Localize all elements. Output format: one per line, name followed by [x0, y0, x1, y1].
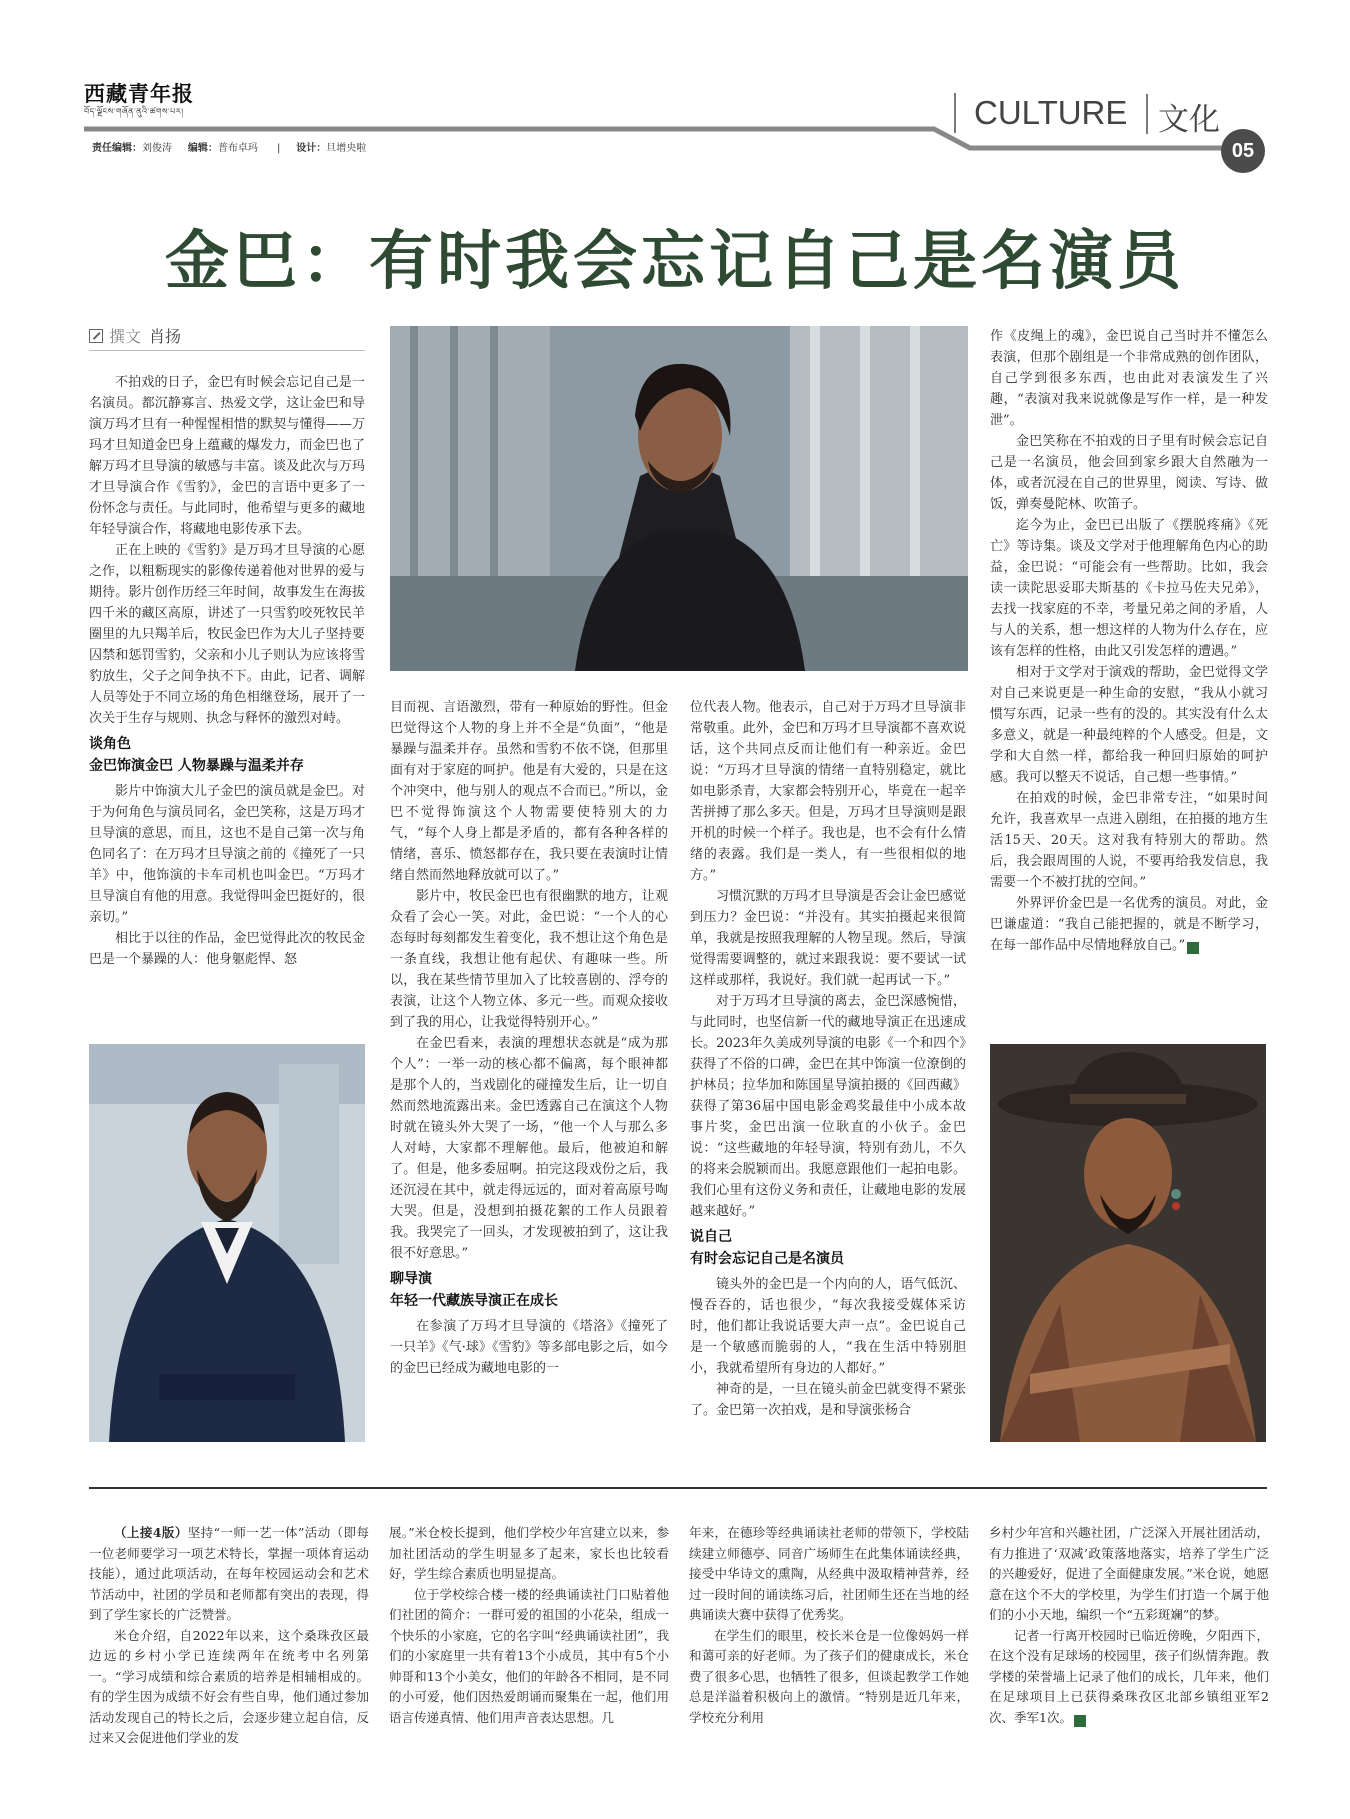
article-headline: 金巴：有时我会忘记自己是名演员: [165, 225, 1185, 299]
bottom-column-2: [389, 1523, 669, 1753]
bottom-column-3: [689, 1523, 969, 1753]
paragraph: 镜头外的金巴是一个内向的人，语气低沉、慢吞吞的，话也很少，“每次我接受媒体采访时，他们都让我说话要大声一点”。金巴说自己是一个敏感而脆弱的人，“我在生活中特别胆小，我就希望所有身边的人都好。”: [690, 1277, 966, 1376]
paragraph: 迄今为止，金巴已出版了《摆脱疼痛》《死亡》等诗集。谈及文学对于他理解角色内心的助益，金巴说：“可能会有一些帮助。比如，我会读一读陀思妥耶夫斯基的《卡拉马佐夫兄弟》，去找一找家庭的不幸，考量兄弟之间的矛盾，人与人的关系，想一想这样的人物为什么存在，应该有怎样的性格，由此又引发怎样的遭遇。”: [990, 518, 1268, 659]
edit-icon: [89, 329, 103, 343]
article-column-2: [390, 697, 668, 1442]
bottom-column-4: [989, 1523, 1269, 1753]
paragraph: 外界评价金巴是一名优秀的演员。对此，金巴谦虚道：“我自己能把握的，就是不断学习，在每一部作品中尽情地释放自己。” 青: [990, 896, 1268, 953]
paragraph: 年来，在德珍等经典诵读社老师的带领下，学校陆续建立师德亭、同音广场师生在此集体诵读经典，接受中华诗文的熏陶，从经典中汲取精神营养，经过一段时间的诵读练习后，社团师生还在当地的经典诵读大赛中获得了优秀奖。: [689, 1525, 969, 1622]
paragraph: 乡村少年宫和兴趣社团，广泛深入开展社团活动，有力推进了‘双减’政策落地落实，培养了学生广泛的兴趣爱好，促进了全面健康发展。”米仓说，她愿意在这个不大的学校里，为学生们打造一个属于他们的小小天地，编织一个“五彩斑斓”的梦。: [989, 1525, 1269, 1622]
paragraph: 影片中，牧民金巴也有很幽默的地方，让观众看了会心一笑。对此，金巴说：“一个人的心态每时每刻都发生着变化，我不想让这个角色是一条直线，我想让他有起伏、有趣味一些。所以，我在某些情节里加入了比较喜剧的、浮夸的表演，让这个人物立体、多元一些。而观众接收到了我的用心，让我觉得特别开心。”: [390, 889, 668, 1030]
paragraph: 相比于以往的作品，金巴觉得此次的牧民金巴是一个暴躁的人：他身躯彪悍、怒: [89, 931, 365, 967]
paragraph: 位代表人物。他表示，自己对于万玛才旦导演非常敬重。此外，金巴和万玛才旦导演都不喜欢说话，这个共同点反而让他们有一种亲近。金巴说：“万玛才旦导演的情绪一直特别稳定，就比如电影杀青，大家都会特别开心，毕竟在一起辛苦拼搏了那么多天。但是，万玛才旦导演则是跟开机的时候一个样子。我也是，也不会有什么情绪的表露。我们是一类人，有一些很相似的地方。”: [690, 700, 966, 883]
section-divider-left: [954, 93, 956, 133]
bottom-column-1: [89, 1523, 369, 1753]
section-heading: 谈角色: [89, 736, 131, 752]
paragraph: 神奇的是，一旦在镜头前金巴就变得不紧张了。金巴第一次拍戏，是和导演张杨合: [690, 1382, 966, 1418]
paragraph: 金巴笑称在不拍戏的日子里有时候会忘记自己是一名演员，他会回到家乡跟大自然融为一体，或者沉浸在自己的世界里，阅读、写诗、做饭，弹奏曼陀林、吹笛子。: [990, 434, 1268, 512]
paragraph: 正在上映的《雪豹》是万玛才旦导演的心愿之作，以粗粝现实的影像传递着他对世界的爱与期待。影片创作历经三年时间，故事发生在海拔四千米的藏区高原，讲述了一只雪豹咬死牧民羊圈里的九只羯羊后，牧民金巴作为大儿子坚持要囚禁和惩罚雪豹，父亲和小儿子则认为应该将雪豹放生，父子之间争执不下。由此，记者、调解人员等处于不同立场的角色相继登场，展开了一次关于生存与规则、执念与释怀的激烈对峙。: [89, 543, 365, 726]
credits-separator: |: [276, 143, 281, 154]
section-subheading: 有时会忘记自己是名演员: [690, 1251, 844, 1267]
newspaper-name-tibetan: བོད་ལྗོངས་གཞོན་ནུའི་ཚགས་པར།: [84, 107, 184, 116]
end-mark-icon: 青: [1074, 1715, 1086, 1727]
section-subheading: 金巴饰演金巴 人物暴躁与温柔并存: [89, 758, 304, 774]
design-label: 设计：: [296, 143, 327, 154]
portrait-photo-main: [390, 326, 968, 671]
byline-role: 撰文: [109, 327, 142, 346]
paragraph: 位于学校综合楼一楼的经典诵读社门口贴着他们社团的简介：一群可爱的祖国的小花朵，组成一个快乐的小家庭，它的名字叫“经典诵读社团”，我们的小家庭里一共有着13个小成员，其中有5个小帅哥和13个小美女，他们的年龄各不相同，是不同的小可爱，他们因热爱朗诵而聚集在一起，他们用语言传递真情、他们用声音表达思想。几: [389, 1586, 669, 1725]
section-divider: [1146, 94, 1148, 134]
section-heading: 说自己: [690, 1229, 732, 1245]
editor2-name: 普布卓玛: [217, 143, 258, 154]
continued-label: （上接4版）: [114, 1525, 188, 1540]
paragraph: 不拍戏的日子，金巴有时候会忘记自己是一名演员。都沉静寡言、热爱文学，这让金巴和导演万玛才旦有一种惺惺相惜的默契与懂得——万玛才旦知道金巴身上蕴藏的爆发力，而金巴也了解万玛才旦导演的敏感与丰富。谈及此次与万玛才旦导演合作《雪豹》，金巴的言语中更多了一份怀念与责任。与此同时，他希望与更多的藏地年轻导演合作，将藏地电影传承下去。: [89, 375, 365, 537]
paragraph: （上接4版）坚持“一师一艺一体”活动（即每一位老师要学习一项艺术特长，掌握一项体育运动技能），通过此项活动，在每年校园运动会和艺术节活动中，社团的学员和老师都有突出的表现，得到了学生家长的广泛赞誉。: [89, 1525, 369, 1622]
end-mark-icon: 青: [1187, 942, 1199, 954]
byline-author: 肖扬: [149, 327, 182, 346]
page-number-badge: 05: [1221, 129, 1265, 173]
section-english: CULTURE: [974, 94, 1128, 131]
paragraph: 作《皮绳上的魂》，金巴说自己当时并不懂怎么表演，但那个剧组是一个非常成熟的创作团队，自己学到很多东西，也由此对表演发生了兴趣，“表演对我来说就像是写作一样，是一种发泄”。: [990, 329, 1268, 428]
editor-label: 责任编辑：: [92, 143, 142, 154]
film-still-hat: [990, 1044, 1266, 1442]
section-heading: 聊导演: [390, 1271, 432, 1287]
paragraph: 目而视、言语激烈，带有一种原始的野性。但金巴觉得这个人物的身上并不全是“负面”，“他是暴躁与温柔并存。虽然和雪豹不依不饶，但那里面有对于家庭的呵护。他是有大爱的，只是在这个冲突中，他与别人的观点不合而已。”所以，金巴不觉得饰演这个人物需要使特别大的力气，“每个人身上都是矛盾的，都有各种各样的情绪，喜乐、愤怒都存在，我只要在表演时让情绪自然而然地释放就可以了。”: [390, 700, 668, 883]
paragraph: 展。”米仓校长提到，他们学校少年宫建立以来，参加社团活动的学生明显多了起来，家长也比较看好，学生综合素质也明显提高。: [389, 1525, 669, 1581]
byline: [89, 324, 181, 347]
paragraph: 习惯沉默的万玛才旦导演是否会让金巴感觉到压力？金巴说：“并没有。其实拍摄起来很简单，我就是按照我理解的人物呈现。然后，导演觉得需要调整的，就过来跟我说：要不要试一试这样或那样，我说好。我们就一起再试一下。”: [690, 889, 966, 988]
credits-line: [92, 139, 366, 154]
paragraph: 在学生们的眼里，校长米仓是一位像妈妈一样和蔼可亲的好老师。为了孩子们的健康成长，米仓费了很多心思，也牺牲了很多，但谈起教学工作她总是洋溢着积极向上的激情。“特别是近几年来，学校充分利用: [689, 1627, 969, 1725]
paragraph: 在拍戏的时候，金巴非常专注，“如果时间允许，我喜欢早一点进入剧组，在拍摄的地方生活15天、20天。这对我有特别大的帮助。然后，我会跟周围的人说，不要再给我发信息，我需要一个不被打扰的空间。”: [990, 791, 1268, 890]
section-subheading: 年轻一代藏族导演正在成长: [390, 1293, 558, 1309]
newspaper-name: 西藏青年报: [84, 81, 194, 106]
paragraph: 在参演了万玛才旦导演的《塔洛》《撞死了一只羊》《气·球》《雪豹》等多部电影之后，如今的金巴已经成为藏地电影的一: [390, 1319, 668, 1376]
paragraph: 相对于文学对于演戏的帮助，金巴觉得文学对自己来说更是一种生命的安慰，“我从小就习惯写东西，记录一些有的没的。其实没有什么太多意义，就是一种最纯粹的个人感受。但是，文学和大自然一样，都给我一种回归原始的呵护感。我可以整天不说话，自己想一些事情。”: [990, 665, 1268, 785]
article-column-4: [990, 326, 1268, 1020]
article-column-1: [89, 372, 365, 1040]
paragraph: 对于万玛才旦导演的离去，金巴深感惋惜，与此同时，也坚信新一代的藏地导演正在迅速成长。2023年久美成列导演的电影《一个和四个》获得了不俗的口碑，金巴在其中饰演一位潦倒的护林员；拉华加和陈国星导演拍摄的《回西藏》获得了第36届中国电影金鸡奖最佳中小成本故事片奖，金巴出演一位耿直的小伙子。金巴说：“这些藏地的年轻导演，特别有劲儿，不久的将来会脱颖而出。我愿意跟他们一起拍电影。我们心里有这份义务和责任，让藏地电影的发展越来越好。”: [690, 994, 966, 1219]
article-column-3: [690, 697, 966, 1442]
editor-name: 刘俊涛: [142, 143, 172, 154]
paragraph: 记者一行离开校园时已临近傍晚，夕阳西下，在这个没有足球场的校园里，孩子们纵情奔跑。教学楼的荣誉墙上记录了他们的成长，几年来，他们在足球项目上已获得桑珠孜区北部乡镇组亚军2次、季军1次。 青: [989, 1627, 1269, 1726]
design-name: 旦增央啦: [326, 143, 367, 154]
section-chinese: 文化: [1158, 102, 1220, 138]
article-separator: [89, 1487, 1267, 1489]
event-photo-suit: [89, 1044, 365, 1442]
paragraph: 影片中饰演大儿子金巴的演员就是金巴。对于为何角色与演员同名，金巴笑称，这是万玛才旦导演的意思，而且，这也不是自己第一次与角色同名了：在万玛才旦导演之前的《撞死了一只羊》中，他饰演的卡车司机也叫金巴。“万玛才旦导演自有他的用意。我觉得叫金巴挺好的，很亲切。”: [89, 784, 365, 925]
paragraph: 在金巴看来，表演的理想状态就是“成为那个人”：一举一动的核心都不偏离，每个眼神都是那个人的，当戏剧化的碰撞发生后，让一切自然而然地流露出来。金巴透露自己在演这个人物时就在镜头外大哭了一场，“他一个人与那么多人对峙，大家都不理解他。最后，他被迫和解了。但是，他多委屈啊。拍完这段戏份之后，我还沉浸在其中，就走得远远的，面对着高原号啕大哭。但是，没想到拍摄花絮的工作人员跟着我。我哭完了一回头，才发现被拍到了，这让我很不好意思。”: [390, 1036, 668, 1261]
editor2-label: 编辑：: [187, 143, 218, 154]
paragraph: 米仓介绍，自2022年以来，这个桑珠孜区最边远的乡村小学已连续两年在统考中名列第一。“学习成绩和综合素质的培养是相辅相成的。有的学生因为成绩不好会有些自卑，他们通过参加活动发现自己的特长之后，会逐步建立起自信，反过来又会促进他们学业的发: [89, 1627, 369, 1745]
byline-rule: [89, 350, 365, 351]
